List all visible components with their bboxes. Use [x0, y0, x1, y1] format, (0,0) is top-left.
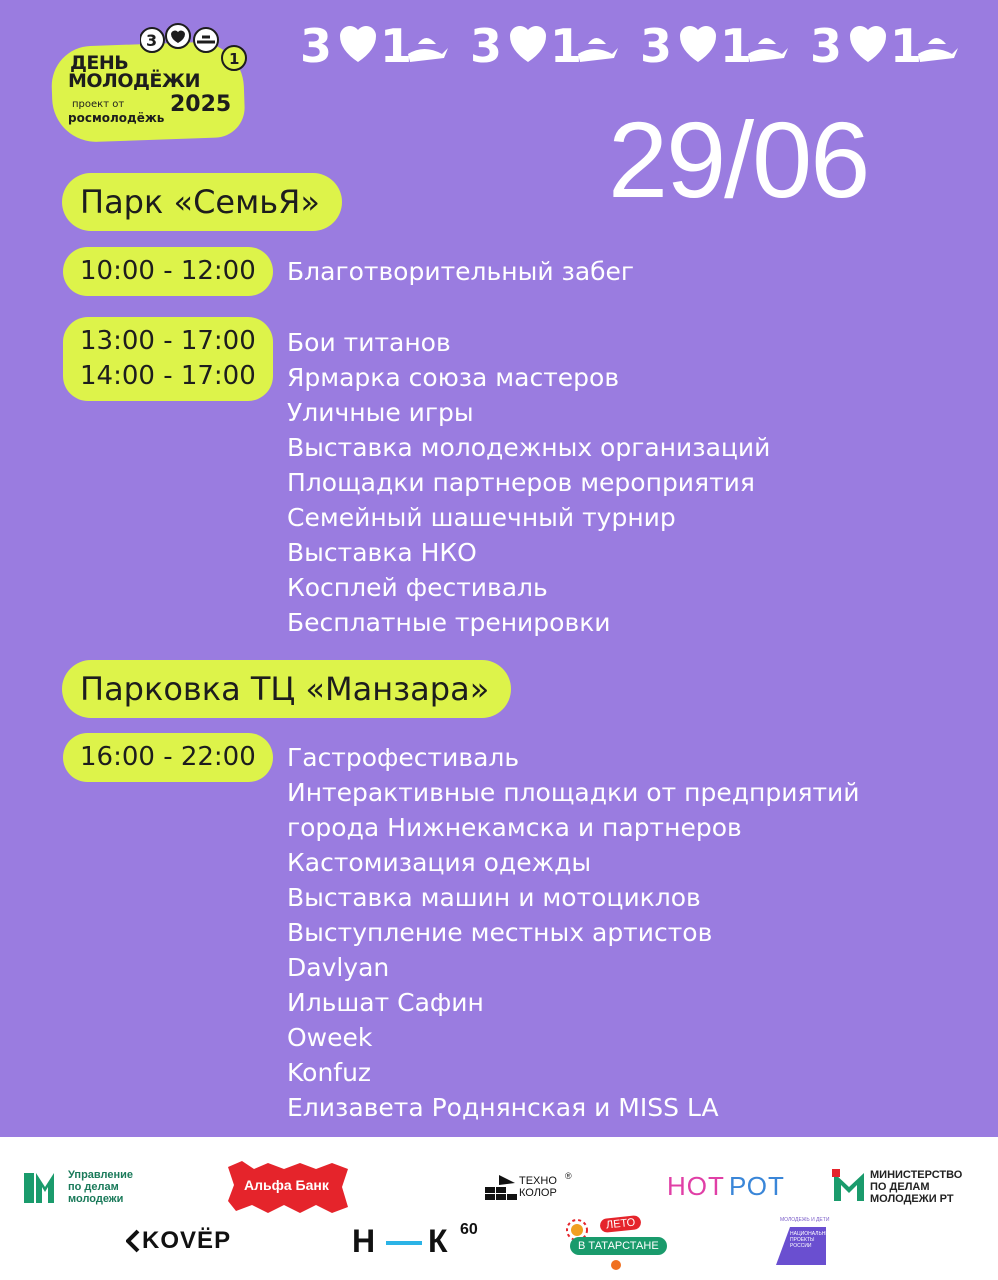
sponsor-leto-tatarstan — [566, 1215, 676, 1275]
upravlenie-line3: молодежи — [68, 1193, 124, 1205]
list-item: Выступление местных артистов — [287, 918, 713, 947]
list-item: Семейный шашечный турнир — [287, 503, 676, 532]
logo-marks-icon — [140, 22, 250, 72]
nk-h-letter: Н — [352, 1223, 376, 1259]
list-item: Елизавета Роднянская и MISS LA — [287, 1093, 719, 1122]
logo-line1: ДЕНЬ — [70, 52, 129, 74]
natl-line1: МОЛОДЕЖЬ И ДЕТИ — [780, 1217, 830, 1223]
leto-badge: ЛЕТО — [599, 1215, 642, 1233]
list-item: Уличные игры — [287, 398, 474, 427]
sponsor-ministry — [832, 1167, 982, 1207]
natl-line2: НАЦИОНАЛЬНЫЕ — [790, 1231, 834, 1237]
list-item: Davlyan — [287, 953, 390, 982]
ministry-logo-icon — [832, 1169, 866, 1203]
logo-year: 2025 — [170, 92, 232, 117]
den-molodezhi-logo — [52, 22, 252, 132]
list-item: Бои титанов — [287, 328, 451, 357]
list-item: города Нижнекамска и партнеров — [287, 813, 742, 842]
natl-line3: ПРОЕКТЫ — [790, 1237, 815, 1243]
time-slot: 10:00 - 12:00 — [66, 250, 270, 293]
svg-text:1: 1 — [380, 19, 413, 73]
list-item: Ярмарка союза мастеров — [287, 363, 620, 392]
logo-line3: проект от — [72, 99, 125, 110]
list-item: Косплей фестиваль — [287, 573, 548, 602]
leto-tatarstan-badge: В ТАТАРСТАНЕ — [570, 1237, 667, 1255]
pot-text: РОТ — [729, 1171, 785, 1201]
list-item: Выставка машин и мотоциклов — [287, 883, 701, 912]
list-item: Бесплатные тренировки — [287, 608, 611, 637]
sponsor-tehnokolor — [485, 1171, 580, 1205]
sponsor-hot-pot — [667, 1167, 787, 1207]
time-slot-line: 13:00 - 17:00 — [80, 326, 256, 356]
time-slot: 16:00 - 22:00 — [66, 736, 270, 779]
list-item: Выставка НКО — [287, 538, 477, 567]
upravlenie-logo-icon — [24, 1169, 64, 1205]
upravlenie-line2: по делам — [68, 1181, 119, 1193]
natl-line4: РОССИИ — [790, 1243, 812, 1249]
alfa-bank-name: Альфа Банк — [244, 1177, 329, 1193]
sponsor-national-projects — [772, 1217, 832, 1267]
list-item: Oweek — [287, 1023, 373, 1052]
sponsor-nk60 — [352, 1221, 492, 1261]
svg-text:3: 3 — [146, 31, 158, 50]
logo-line4: росмолодёжь — [68, 111, 165, 125]
list-item: Гастрофестиваль — [287, 743, 520, 772]
kover-text: KOVЁР — [142, 1227, 232, 1254]
kover-arrow-icon — [126, 1229, 140, 1253]
hot-text: НОТ — [667, 1171, 725, 1201]
activity-list — [287, 325, 770, 640]
section-title-park: Парк «СемьЯ» — [66, 177, 338, 227]
activity-list — [287, 740, 860, 1125]
tehnokolor-line1: ТЕХНО — [519, 1175, 557, 1187]
heart-icon — [610, 1259, 622, 1271]
ministry-line2: ПО ДЕЛАМ — [870, 1181, 930, 1193]
svg-text:3: 3 — [300, 19, 333, 73]
registered-icon: ® — [565, 1171, 572, 1181]
sponsors-footer — [0, 1137, 998, 1280]
list-item: Ильшат Сафин — [287, 988, 484, 1017]
ministry-line3: МОЛОДЕЖИ РТ — [870, 1193, 954, 1205]
list-item: Кастомизация одежды — [287, 848, 592, 877]
sponsor-upravlenie — [24, 1167, 164, 1211]
svg-text:1: 1 — [229, 50, 240, 68]
section-title-manzara: Парковка ТЦ «Манзара» — [66, 664, 507, 714]
tehnokolor-logo-icon — [485, 1173, 519, 1201]
event-date: 29/06 — [608, 99, 869, 220]
ministry-line1: МИНИСТЕРСТВО — [870, 1169, 963, 1181]
time-slot — [66, 320, 270, 398]
sponsor-alfa-bank — [228, 1161, 348, 1213]
list-item: Площадки партнеров мероприятия — [287, 468, 755, 497]
decorative-pattern-icon — [300, 14, 990, 74]
sponsor-kover — [126, 1223, 236, 1259]
time-slot-line: 14:00 - 17:00 — [80, 361, 256, 391]
list-item: Выставка молодежных организаций — [287, 433, 771, 462]
logo-line2: МОЛОДЁЖИ — [68, 70, 201, 92]
nk-dash — [386, 1241, 422, 1245]
list-item: Интерактивные площадки от предприятий — [287, 778, 860, 807]
nk-number: 60 — [460, 1221, 478, 1238]
list-item: Благотворительный забег — [287, 257, 635, 286]
activity-list — [287, 254, 634, 289]
list-item: Konfuz — [287, 1058, 372, 1087]
upravlenie-line1: Управление — [68, 1169, 134, 1181]
nk-k-letter: К — [428, 1223, 448, 1259]
tehnokolor-line2: КОЛОР — [519, 1187, 557, 1199]
